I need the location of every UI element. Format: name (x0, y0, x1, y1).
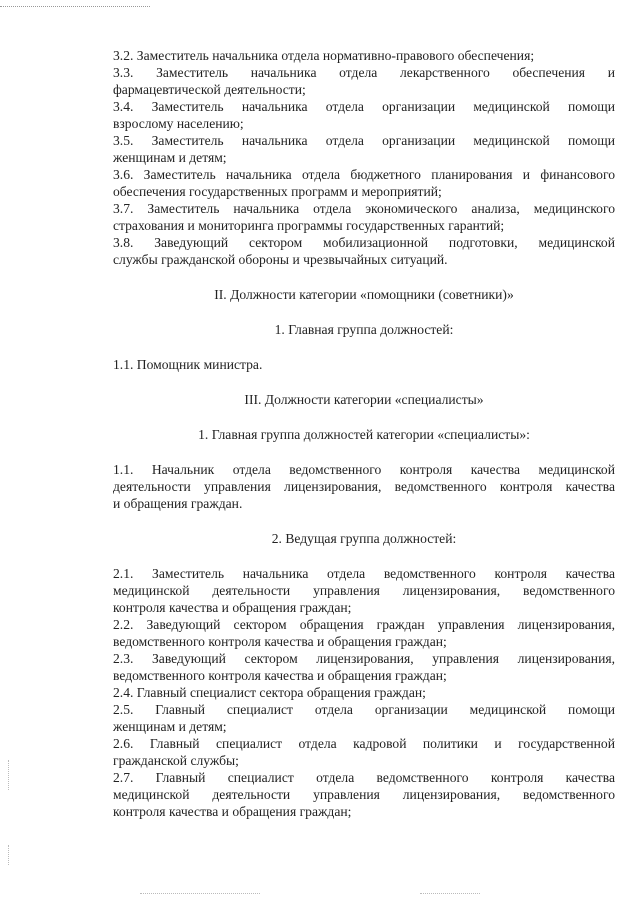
list-item-line: контроля качества и обращения граждан; (113, 804, 352, 819)
scan-edge-mark-left-2 (8, 845, 9, 865)
list-item (113, 132, 615, 166)
heading-leading-group: 2. Ведущая группа должностей: (271, 531, 457, 546)
list-item-line: 2.2. Заведующий сектором обращения граждан управления лицензирования, (113, 617, 615, 632)
list-item-line: медицинской деятельности управления лицензирования, ведомственного (113, 787, 615, 802)
list-item-line: 2.3. Заведующий сектором лицензирования, управления лицензирования, (113, 651, 615, 666)
item-assistant-minister: 1.1. Помощник министра. (113, 357, 263, 372)
list-item-line: 2.1. Заместитель начальника отдела ведомственного контроля качества (113, 566, 615, 581)
list-item-line: медицинской деятельности управления лицензирования, ведомственного (113, 583, 615, 598)
scan-edge-mark-bottom-1 (140, 893, 260, 895)
list-item (113, 47, 615, 64)
list-item-line: обеспечения государственных программ и мероприятий; (113, 184, 442, 199)
main-specialists-list (113, 461, 615, 512)
list-item-line: деятельности управления лицензирования, ведомственного контроля качества (113, 479, 615, 494)
heading-category-specialists: III. Должности категории «специалисты» (244, 392, 484, 407)
list-item-line: 2.6. Главный специалист отдела кадровой политики и государственной (113, 736, 615, 751)
list-item (113, 650, 615, 684)
list-item (113, 234, 615, 268)
heading-main-group-specialists: 1. Главная группа должностей категории «специалисты»: (198, 427, 530, 442)
list-item (113, 200, 615, 234)
list-item-line: 3.5. Заместитель начальника отдела организации медицинской помощи (113, 133, 615, 148)
list-item (113, 98, 615, 132)
list-item (113, 616, 615, 650)
heading-category-assistants: II. Должности категории «помощники (советники)» (214, 287, 514, 302)
scan-edge-mark-left-1 (8, 760, 9, 790)
list-item-line: 3.6. Заместитель начальника отдела бюджетного планирования и финансового (113, 167, 615, 182)
list-item-line: 2.5. Главный специалист отдела организации медицинской помощи (113, 702, 615, 717)
list-item (113, 735, 615, 769)
list-item-line: 1.1. Начальник отдела ведомственного контроля качества медицинской (113, 462, 615, 477)
scan-edge-mark-bottom-2 (420, 893, 480, 895)
list-item-line: 3.4. Заместитель начальника отдела организации медицинской помощи (113, 99, 615, 114)
list-item (113, 701, 615, 735)
list-item-line: ведомственного контроля качества и обращения граждан; (113, 634, 447, 649)
list-item (113, 769, 615, 820)
list-item-line: службы гражданской обороны и чрезвычайных ситуаций. (113, 252, 448, 267)
list-item-line: гражданской службы; (113, 753, 239, 768)
list-item (113, 684, 615, 701)
scan-edge-mark-top (0, 6, 150, 8)
list-item-line: 3.8. Заведующий сектором мобилизационной подготовки, медицинской (113, 235, 615, 250)
list-item (113, 565, 615, 616)
list-item-line: страхования и мониторинга программы государственных гарантий; (113, 218, 505, 233)
list-item-line: взрослому населению; (113, 116, 244, 131)
list-item-line: 2.7. Главный специалист отдела ведомственного контроля качества (113, 770, 615, 785)
list-item-line: ведомственного контроля качества и обращения граждан; (113, 668, 447, 683)
list-item-line: и обращения граждан. (113, 496, 243, 511)
heading-main-group: 1. Главная группа должностей: (274, 322, 454, 337)
list-item-line: 3.2. Заместитель начальника отдела нормативно-правового обеспечения; (113, 48, 535, 63)
list-item-line: 3.7. Заместитель начальника отдела экономического анализа, медицинского (113, 201, 615, 216)
list-item (113, 461, 615, 512)
list-item-line: 3.3. Заместитель начальника отдела лекарственного обеспечения и (113, 65, 615, 80)
list-item-line: контроля качества и обращения граждан; (113, 600, 352, 615)
list-item (113, 64, 615, 98)
leading-group-list (113, 565, 615, 820)
list-item-line: женщинам и детям; (113, 150, 227, 165)
list-item-line: женщинам и детям; (113, 719, 227, 734)
document-page (113, 47, 615, 820)
list-item-line: фармацевтической деятельности; (113, 82, 306, 97)
list-item (113, 166, 615, 200)
list-item-line: 2.4. Главный специалист сектора обращения граждан; (113, 685, 426, 700)
section3-list (113, 47, 615, 268)
